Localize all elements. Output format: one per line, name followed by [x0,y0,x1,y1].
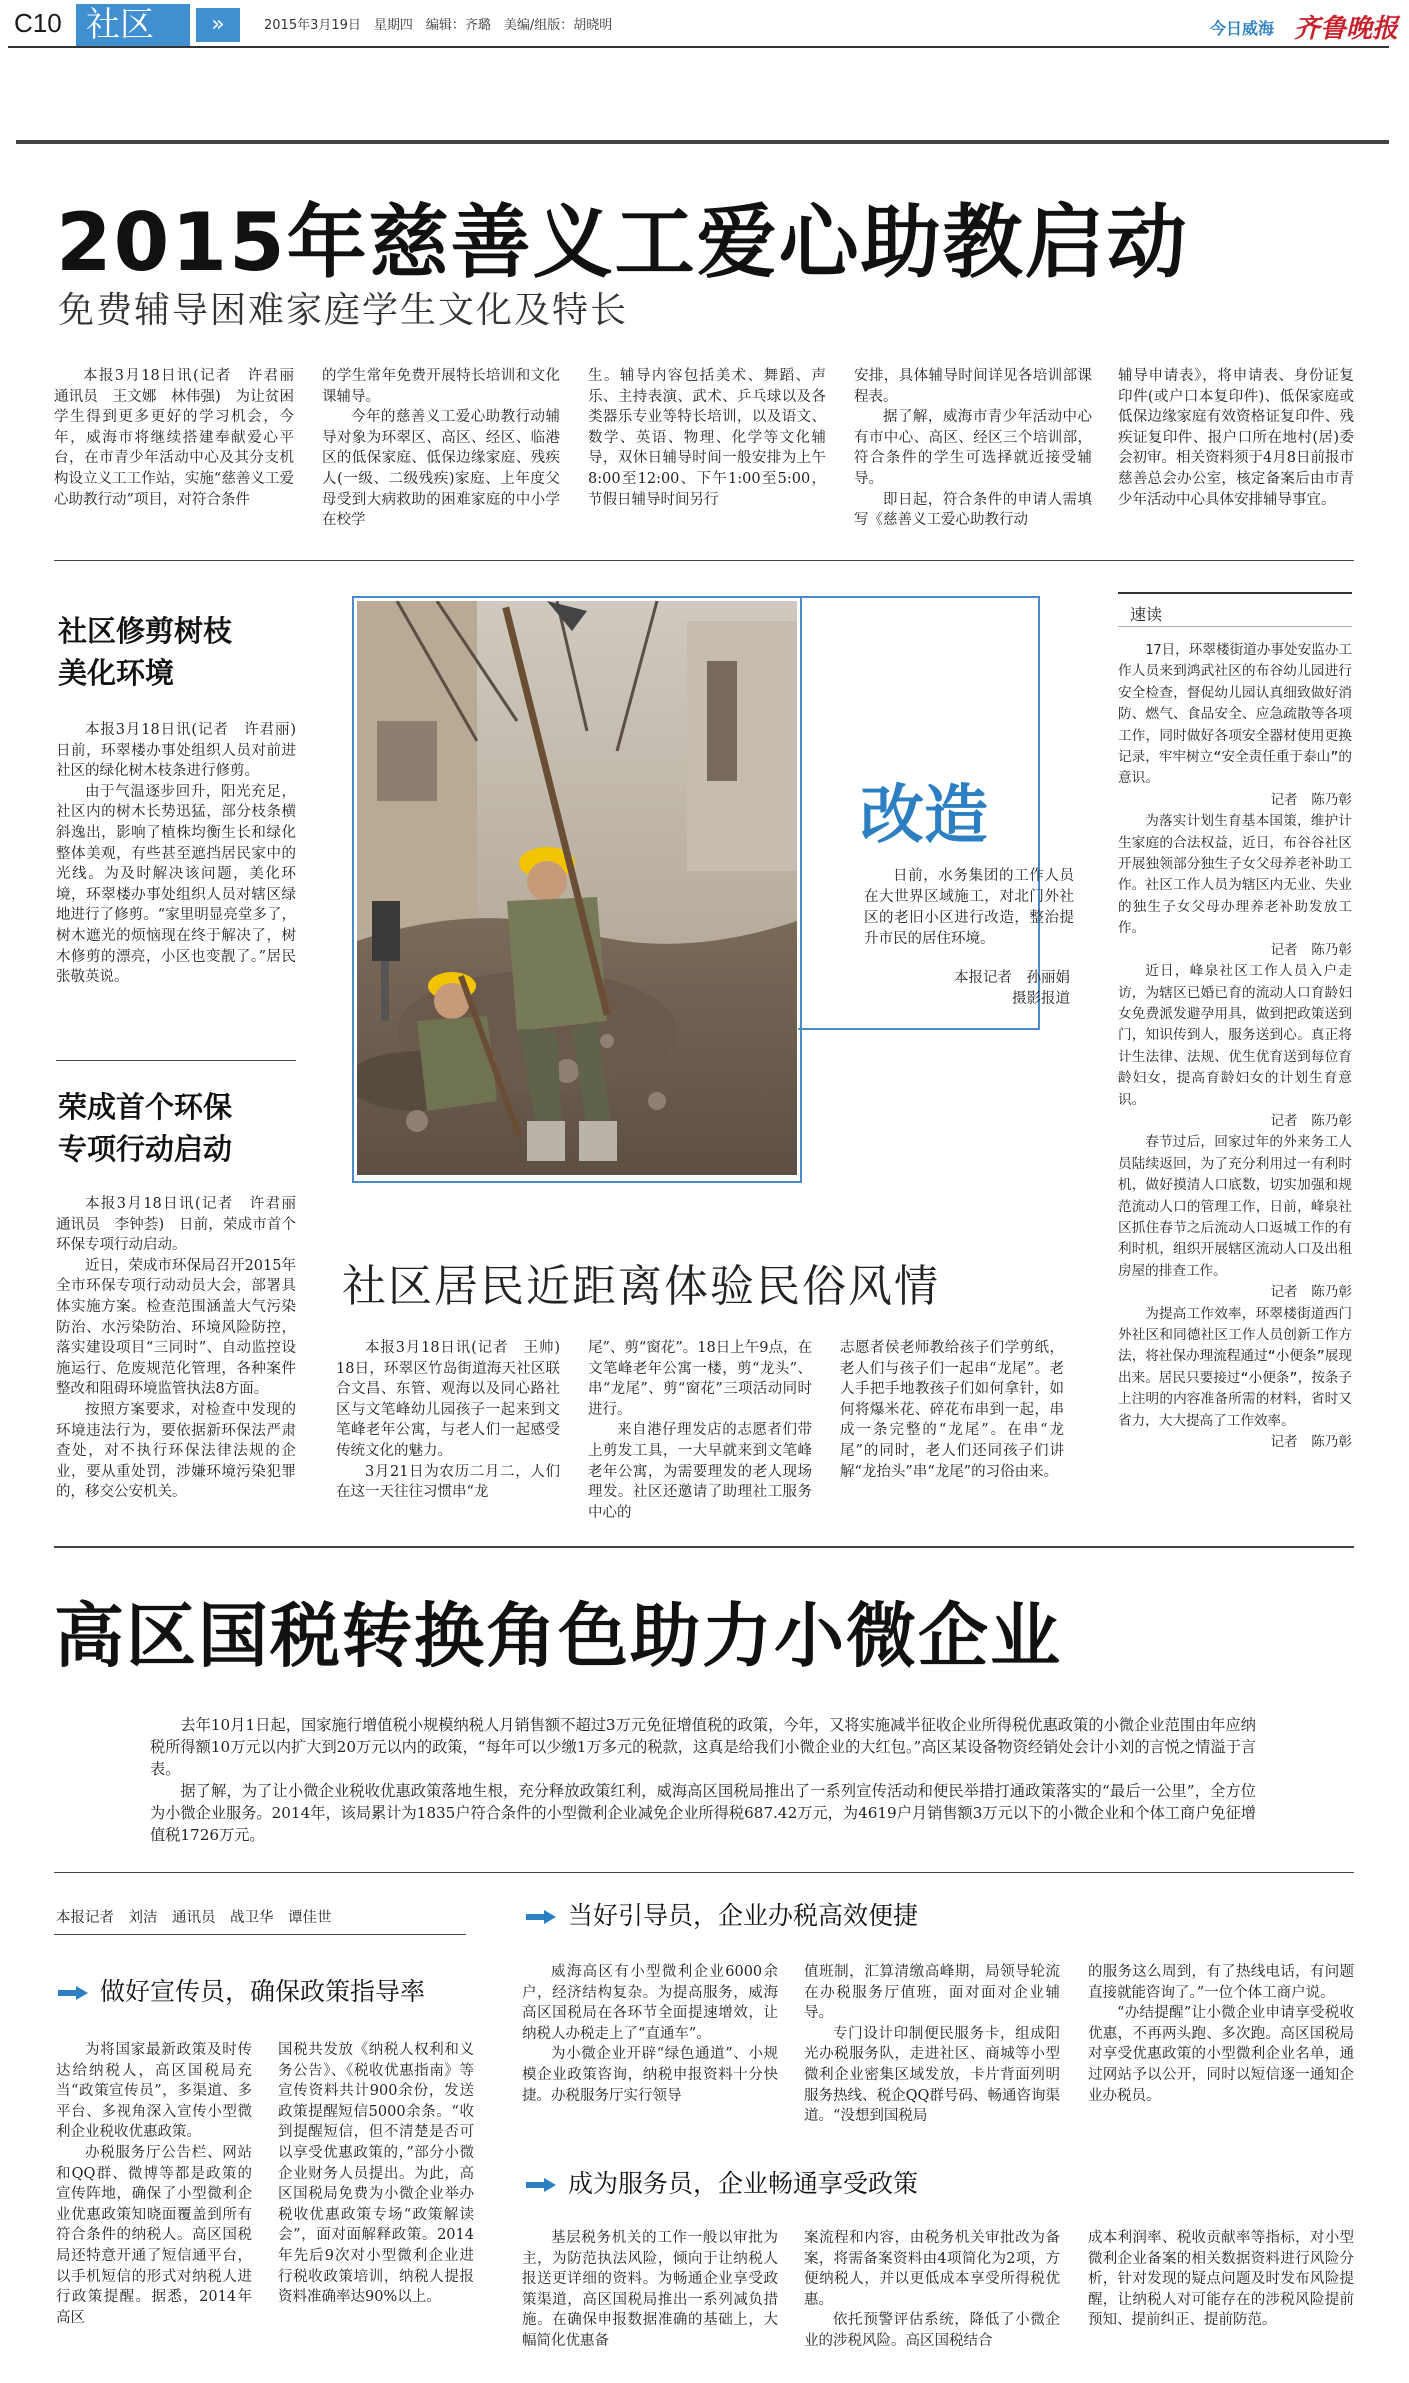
trees-headline-line1: 社区修剪树枝 [58,614,233,648]
main-headline: 2015年慈善义工爱心助教启动 [56,196,1189,289]
paragraph: 来自港仔理发店的志愿者们带上剪发工具，一大早就来到文笔峰老年公寓，为需要理发的老人现场理发。社区还邀请了助理社工服务中心的 [588,1422,812,1521]
env-headline-line1: 荣成首个环保 [58,1090,233,1124]
paragraph: 专门设计印制便民服务卡，组成阳光办税服务队，走进社区、商城等小型微利企业密集区域发放，卡片背面列明服务热线、税企QQ群号码、畅通咨询渠道。“没想到国税局 [804,2025,1060,2125]
brief-credit: 记者 陈乃彰 [1270,1112,1352,1129]
env-body [56,1194,311,1503]
paragraph: 本报3月18日讯(记者 许君丽) 日前，环翠楼办事处组织人员对前进社区的绿化树木枝条进行修剪。 [56,722,311,780]
header-rule-thick [16,140,1389,144]
credit-line: 摄影报道 [1012,991,1070,1007]
brand-today-weihai: 今日威海 [1210,19,1275,38]
folk-column-1 [336,1338,575,1503]
sidebar-rule [1118,592,1352,594]
paragraph: 威海高区有小型微利企业6000余户，经济结构复杂。为提高服务，威海高区国税局在各环节全面提速增效，让纳税人办税走上了“直通车”。 [522,1964,778,2042]
paragraph: 本报3月18日讯(记者 许君丽 通讯员 王文娜 林伟强) 为让贫困学生得到更多更好的学习机会，今年，威海市将继续搭建奉献爱心平台，在市青少年活动中心及其分支机构设立义工工作站，实施“慈善义工爱心助教行动”项目，对符合条件 [54,368,309,508]
paragraph: 志愿者侯老师教给孩子们学剪纸，老人们与孩子们一起串“龙尾”。老人手把手地教孩子们如何拿针，如何将爆米花、碎花布串到一起，串成一条完整的“龙尾”。在串“龙尾”的同时，老人们还同孩子们讲解“龙抬头”串“龙尾”的习俗由来。 [840,1340,1064,1480]
guide-column-2 [804,1962,1060,2127]
paragraph: 国税共发放《纳税人权利和义务公告》、《税收优惠指南》等宣传资料共计900余份，发送政策提醒短信5000余条。“收到提醒短信，但不清楚是否可以享受优惠政策的，”部分小微企业财务人员提出。为此，高区国税局免费为小微企业举办税收优惠政策专场“政策解读会”，面对面解释政策。2014年先后9次对小型微利企业进行税收政策培训，纳税人提报资料准确率达90%以上。 [278,2042,474,2306]
article1-column-1 [54,366,309,510]
tax-byline: 本报记者 刘洁 通讯员 战卫华 谭佳世 [56,1910,332,1926]
section-title-text: 当好引导员，企业办税高效便捷 [568,1901,919,1930]
section-title-text: 做好宣传员，确保政策指导率 [100,1977,426,2006]
divider [54,1872,1354,1873]
section-label: 社区 [76,4,242,46]
paragraph: 辅导申请表》，将申请表、身份证复印件(或户口本复印件)、低保家庭或低保边缘家庭有效资格证复印件、残疾证复印件、报户口所在地村(居)委会初审。相关资料须于4月8日前报市慈善总会办公室，核定备案后由市青少年活动中心具体安排辅导事宜。 [1118,368,1354,508]
pointing-hand-icon [524,2174,558,2196]
paragraph: 今年的慈善义工爱心助教行动辅导对象为环翠区、高区、经区、临港区的低保家庭、低保边缘家庭、残疾人(一级、二级残疾)家庭、上年度父母受到大病救助的困难家庭的中小学在校学 [322,409,560,529]
paragraph: 即日起，符合条件的申请人需填写《慈善义工爱心助教行动 [854,491,1092,529]
brief-item: 为提高工作效率，环翠楼街道西门外社区和同德社区工作人员创新工作方法，将社保办理流程通过“小便条”展现出来。居民只要接过“小便条”，按条子上注明的内容准备所需的材料，省时又省力，大大提高了工作效率。 [1118,1305,1352,1429]
article1-column-4 [854,366,1092,531]
credit-line: 本报记者 孙丽娟 [954,970,1070,986]
issue-meta: 2015年3月19日 星期四 编辑：齐璐 美编/组版：胡晓明 [264,18,613,33]
brief-credit: 记者 陈乃彰 [1270,1284,1352,1301]
paragraph: 3月21日为农历二月二，人们在这一天往往习惯串“龙 [336,1463,560,1501]
brief-credit: 记者 陈乃彰 [1270,1434,1352,1451]
brief-item: 17日，环翠楼街道办事处安监办工作人员来到鸿武社区的布谷幼儿园进行安全检查，督促幼儿园认真细致做好消防、燃气、食品安全、应急疏散等各项工作，同时做好各项安全器材使用更换记录，牢牢树立“安全责任重于泰山”的意识。 [1118,642,1352,787]
sidebar-title: 速读 [1130,605,1163,624]
article1-column-5 [1118,366,1354,510]
service-column-3 [1088,2228,1354,2331]
divider [56,1060,296,1061]
paragraph: 去年10月1日起，国家施行增值税小规模纳税人月销售额不超过3万元免征增值税的政策，今年，又将实施减半征收企业所得税优惠政策的小微企业范围由年应纳税所得额10万元以内扩大到20万元以内的政策，“每年可以少缴1万多元的税款，这真是给我们小微企业的大红包。”高区某设备物资经销处会计小刘的言悦之情溢于言表。 [150,1716,1256,1778]
divider [54,560,1354,561]
header-rule [8,46,1389,48]
paragraph: 成本利润率、税收贡献率等指标，对小型微利企业备案的相关数据资料进行风险分析，针对发现的疑点问题及时发布风险提醒，让纳税人对可能存在的涉税风险提前预知、提前纠正、提前防范。 [1088,2230,1354,2329]
paragraph: 本报3月18日讯(记者 许君丽 通讯员 李钟荟) 日前，荣成市首个环保专项行动启动。 [56,1196,311,1254]
paragraph: 案流程和内容，由税务机关审批改为备案，将需备案资料由4项简化为2项，方便纳税人，并以更低成本享受所得税优惠。 [804,2230,1060,2308]
publicity-column-1 [56,2040,252,2328]
folk-column-2 [588,1338,812,1523]
article1-column-2 [322,366,560,531]
sidebar-briefs [1118,640,1352,1453]
paragraph: 基层税务机关的工作一般以审批为主，为防范执法风险，倾向于让纳税人报送更详细的资料。为畅通企业享受政策渠道，高区国税局推出一系列减负措施。在确保申报数据准确的基础上，大幅简化优惠备 [522,2230,778,2349]
paragraph: 为小微企业开辟“绿色通道”、小规模企业政策咨询，纳税申报资料十分快捷。办税服务厅实行领导 [522,2046,778,2104]
article1-column-3 [588,366,826,510]
paragraph: 由于气温逐步回升，阳光充足，社区内的树木长势迅猛，部分枝条横斜逸出，影响了植株均衡生长和绿化整体美观，有些甚至遮挡居民家中的光线。为及时解决该问题，美化环境，环翠楼办事处组织人员对辖区绿地进行了修剪。“家里明显亮堂多了，树木遮光的烦恼现在终于解决了，树木修剪的漂亮，小区也变靓了。”居民张敬英说。 [56,783,296,986]
paragraph: 安排，具体辅导时间详见各培训部课程表。 [854,368,1092,405]
service-column-1 [522,2228,778,2352]
paragraph: 尾”、剪“窗花”。18日上午9点，在文笔峰老年公寓一楼，剪“龙头”、串“龙尾”、剪“窗花”三项活动同时进行。 [588,1340,812,1418]
photo-credit [900,968,1070,1010]
paragraph: 依托预警评估系统，降低了小微企业的涉税风险。高区国税结合 [804,2312,1060,2349]
tax-lead [150,1714,1256,1846]
brief-item: 春节过后，回家过年的外来务工人员陆续返回，为了充分利用过一有利时机，做好摸清人口底数，切实加强和规范流动人口的管理工作，日前，峰泉社区抓住春节之后流动人口返城工作的有利时机，组织开展辖区流动人口及出租房屋的排查工作。 [1118,1134,1352,1279]
divider [54,1934,466,1935]
brief-item: 近日，峰泉社区工作人员入户走访，为辖区已婚已育的流动人口育龄妇女免费派发避孕用具，做到把政策送到门，知识传到人，服务送到心。真正将计生法律、法规、优生优育送到每位育龄妇女，提高育龄妇女的计划生育意识。 [1118,963,1352,1108]
paragraph: 值班制，汇算清缴高峰期，局领导轮流在办税服务厅值班，面对面对企业辅导。 [804,1964,1060,2022]
page-number: C10 [14,8,62,38]
trees-headline-line2: 美化环境 [58,656,175,690]
pointing-hand-icon [524,1906,558,1928]
env-headline-line2: 专项行动启动 [58,1132,233,1166]
caption-title: 改造 [860,779,988,853]
service-column-2 [804,2228,1060,2352]
publicity-column-2 [278,2040,474,2308]
brief-item: 为落实计划生育基本国策，维护计生家庭的合法权益，近日，布谷谷社区开展独领部分独生子女父母养老补助工作。社区工作人员为辖区内无业、失业的独生子女父母办理养老补助发放工作。 [1118,813,1352,937]
tax-headline: 高区国税转换角色助力小微企业 [54,1595,1062,1677]
double-chevron-icon: » [196,8,240,42]
folk-headline: 社区居民近距离体验民俗风情 [342,1261,940,1312]
brand-logo: 齐鲁晚报 [1294,14,1399,44]
brief-credit: 记者 陈乃彰 [1270,941,1352,958]
construction-photo [357,601,797,1175]
photo-caption [864,866,1074,950]
main-subheadline: 免费辅导困难家庭学生文化及特长 [58,290,629,331]
section-title-service [524,2164,918,2200]
paragraph: 生。辅导内容包括美术、舞蹈、声乐、主持表演、武术、乒乓球以及各类器乐专业等特长培训，以及语文、数学、英语、物理、化学等文化辅导，双休日辅导时间一般安排为上午8:00至12:00、下午1:00至5:00，节假日辅导时间另行 [588,368,826,508]
divider [54,1546,1354,1548]
paragraph: 据了解，威海市青少年活动中心有市中心、高区、经区三个培训部，符合条件的学生可选择就近接受辅导。 [854,409,1092,487]
section-title-publicity [56,1972,425,2008]
paragraph: 的服务这么周到，有了热线电话，有问题直接就能咨询了。”一位个体工商户说。 [1088,1964,1354,2001]
section-title-guide [524,1896,918,1932]
paragraph: 本报3月18日讯(记者 王帅) 18日，环翠区竹岛街道海天社区联合文昌、东管、观海以及同心路社区与文笔峰幼儿园孩子一起来到文笔峰老年公寓，与老人们一起感受传统文化的魅力。 [336,1340,575,1459]
workers-illustration [357,601,797,1175]
sidebar-title-rule [1118,626,1352,627]
guide-column-3 [1088,1962,1354,2106]
paragraph: 据了解，为了让小微企业税收优惠政策落地生根，充分释放政策红利，威海高区国税局推出了一系列宣传活动和便民举措打通政策落实的“最后一公里”，全方位为小微企业服务。2014年，该局累计为1835户符合条件的小型微利企业减免企业所得税687.42万元，为4619户月销售额3万元以下的小微企业和个体工商户免征增值税1726万元。 [150,1782,1256,1844]
paragraph: 的学生常年免费开展特长培训和文化课辅导。 [322,368,560,405]
pointing-hand-icon [56,1982,90,2004]
brief-credit: 记者 陈乃彰 [1270,791,1352,808]
section-arrow-icon [190,4,242,46]
paragraph: “办结提醒”让小微企业申请享受税收优惠，不再两头跑、多次跑。高区国税局对享受优惠政策的小型微利企业名单，通过网站予以公开，同时以短信逐一通知企业办税员。 [1088,2005,1354,2104]
paragraph: 近日，荣成市环保局召开2015年全市环保专项行动动员大会，部署具体实施方案。检查范围涵盖大气污染防治、水污染防治、环境风险防控，落实建设项目“三同时”、自动监控设施运行、危废规范化管理，各种案件整改和阻碍环境监管执法8方面。 [56,1257,296,1398]
folk-column-3 [840,1338,1064,1482]
paragraph: 按照方案要求，对检查中发现的环境违法行为，要依据新环保法严肃查处，对不执行环保法律法规的企业，要从重处罚，涉嫌环境污染犯罪的，移交公安机关。 [56,1401,296,1501]
caption-paragraph: 日前，水务集团的工作人员在大世界区域施工，对北门外社区的老旧小区进行改造，整治提升市民的居住环境。 [864,868,1074,947]
paragraph: 为将国家最新政策及时传达给纳税人，高区国税局充当“政策宣传员”，多渠道、多平台、多视角深入宣传小型微利企业税收优惠政策。 [56,2042,252,2141]
paragraph: 办税服务厅公告栏、网站和QQ群、微博等都是政策的宣传阵地，确保了小型微利企业优惠政策知晓面覆盖到所有符合条件的纳税人。高区国税局还特意开通了短信通平台，以手机短信的形式对纳税人进行政策提醒。据悉，2014年高区 [56,2144,252,2326]
guide-column-1 [522,1962,778,2106]
trees-body [56,720,311,988]
section-title-text: 成为服务员，企业畅通享受政策 [568,2169,919,2198]
